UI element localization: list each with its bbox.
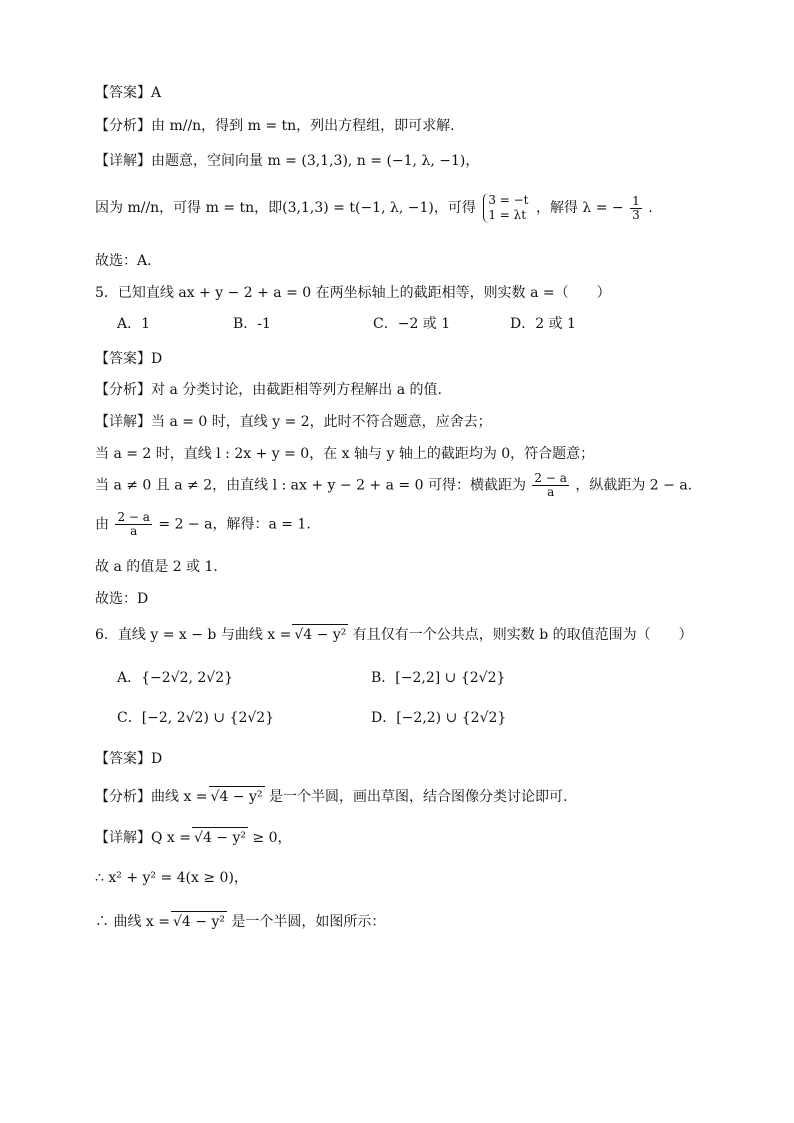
detail-5-c-post: ，纵截距为 2 − a. [575, 477, 693, 494]
detail-5-a: 【详解】当 a = 0 时，直线 y = 2，此时不符合题意，应舍去； [95, 414, 492, 430]
question-6-post: 有且仅有一个公共点，则实数 b 的取值范围为（ ） [348, 627, 693, 643]
detail-6-a-text: 【详解】Q x = [95, 830, 192, 846]
sqrt-expression: √4 − y² [209, 786, 265, 807]
analysis-5: 【分析】对 a 分类讨论，由截距相等列方程解出 a 的值. [95, 382, 442, 398]
sqrt-expression: √4 − y² [171, 911, 227, 932]
detail-5-d-post: = 2 − a，解得：a = 1. [158, 516, 311, 533]
detail-6-c-text: ∴ 曲线 x = [95, 914, 170, 930]
detail-4-result: ，解得 λ = − [535, 200, 624, 216]
question-5: 5．已知直线 ax + y − 2 + a = 0 在两坐标轴上的截距相等，则实数 a =（ ） [95, 285, 611, 301]
fraction-denominator: 3 [632, 207, 640, 222]
q6-option-d: D．[−2,2) ∪ {2√2} [371, 710, 507, 726]
sqrt-radicand: 4 − y² [202, 830, 246, 846]
detail-4-end: . [648, 200, 653, 216]
detail-5-e: 故 a 的值是 2 或 1. [95, 559, 218, 575]
analysis-6-text: 【分析】曲线 x = [95, 789, 208, 805]
q5-option-c: C．−2 或 1 [373, 316, 451, 332]
fraction-numerator: 2 − a [117, 510, 150, 524]
fraction [532, 472, 568, 499]
sqrt-radicand: 4 − y² [303, 627, 347, 643]
detail-6-a-post: ≥ 0， [248, 830, 292, 846]
detail-5-c [95, 472, 692, 499]
detail-6-c-post: 是一个半圆，如图所示： [226, 914, 386, 930]
answer-6: 【答案】D [95, 751, 163, 767]
conclusion-5: 故选：D [95, 591, 149, 607]
answer-5: 【答案】D [95, 351, 163, 367]
q6-option-c: C．[−2, 2√2) ∪ {2√2} [117, 710, 275, 726]
conclusion-4: 故选：A. [95, 253, 152, 269]
analysis-6 [95, 786, 567, 807]
system-eq-2: 1 = λt [488, 208, 527, 222]
q5-option-d: D．2 或 1 [510, 316, 576, 332]
detail-4-because [95, 193, 653, 223]
sqrt-radicand: 4 − y² [181, 914, 225, 930]
detail-5-b: 当 a = 2 时，直线 l : 2x + y = 0，在 x 轴与 y 轴上的截距均为 0，符合题意； [95, 446, 595, 462]
detail-6-b: ∴ x² + y² = 4(x ≥ 0)， [95, 870, 248, 886]
equation-system [483, 193, 528, 223]
detail-6-c [95, 911, 385, 932]
sqrt-radicand: 4 − y² [219, 789, 263, 805]
analysis-6-post: 是一个半圆，画出草图，结合图像分类讨论即可. [264, 789, 568, 805]
detail-4: 【详解】由题意，空间向量 m = (3,1,3), n = (−1, λ, −1)， [95, 153, 480, 169]
q6-option-b: B．[−2,2] ∪ {2√2} [371, 670, 506, 686]
detail-5-d-text: 由 [95, 516, 109, 533]
detail-4-text: 因为 m//n，可得 m = tn，即(3,1,3) = t(−1, λ, −1)，可得 [95, 200, 476, 216]
fraction-numerator: 2 − a [534, 471, 567, 485]
q5-option-b: B．-1 [233, 316, 271, 332]
sqrt-expression: √4 − y² [192, 827, 248, 848]
q6-option-a: A．{−2√2, 2√2} [117, 670, 234, 686]
sqrt-expression: √4 − y² [292, 624, 348, 645]
fraction-numerator: 1 [632, 193, 640, 208]
question-6 [95, 624, 693, 645]
fraction-denominator: a [130, 524, 138, 538]
detail-5-c-text: 当 a ≠ 0 且 a ≠ 2，由直线 l : ax + y − 2 + a = 0 可得：横截距为 [95, 477, 526, 494]
system-eq-1: 3 = −t [488, 193, 529, 207]
question-6-text: 6．直线 y = x − b 与曲线 x = [95, 627, 292, 643]
q5-option-a: A．1 [117, 316, 151, 332]
fraction [630, 195, 642, 222]
detail-6-a [95, 827, 292, 848]
fraction-denominator: a [547, 485, 555, 499]
analysis-4: 【分析】由 m//n，得到 m = tn，列出方程组，即可求解. [95, 118, 455, 134]
answer-4: 【答案】A [95, 85, 162, 101]
fraction [115, 511, 151, 538]
detail-5-d [95, 511, 311, 538]
